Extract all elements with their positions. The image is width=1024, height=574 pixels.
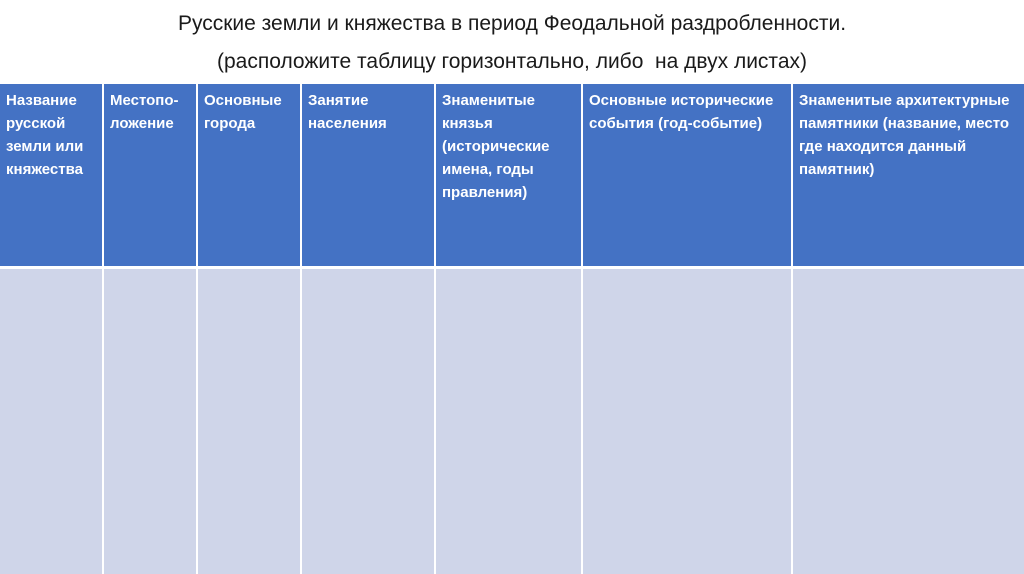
header-cell-main-events: Основные исторические события (год-событие)	[582, 84, 792, 267]
header-cell-architectural-monuments: Знаменитые архитектурные памятники (название, место где находится данный памятник)	[792, 84, 1024, 267]
table-cell[interactable]	[792, 267, 1024, 574]
table-row	[0, 267, 1024, 574]
header-cell-main-cities: Основные города	[197, 84, 301, 267]
table-cell[interactable]	[435, 267, 582, 574]
principalities-table	[0, 84, 1024, 574]
header-cell-famous-princes: Знаменитые князья (исторические имена, годы правления)	[435, 84, 582, 267]
table-cell[interactable]	[197, 267, 301, 574]
header-cell-location: Местопо-ложение	[103, 84, 197, 267]
slide-title: Русские земли и княжества в период Феодальной раздробленности.	[177, 12, 847, 35]
header-cell-land-name: Название русской земли или княжества	[0, 84, 103, 267]
header-cell-occupation: Занятие населения	[301, 84, 435, 267]
table-cell[interactable]	[0, 267, 103, 574]
slide-subtitle: (расположите таблицу горизонтально, либо на двух листах)	[217, 50, 807, 73]
table-header-row	[0, 84, 1024, 267]
table-cell[interactable]	[301, 267, 435, 574]
table-cell[interactable]	[103, 267, 197, 574]
table-cell[interactable]	[582, 267, 792, 574]
